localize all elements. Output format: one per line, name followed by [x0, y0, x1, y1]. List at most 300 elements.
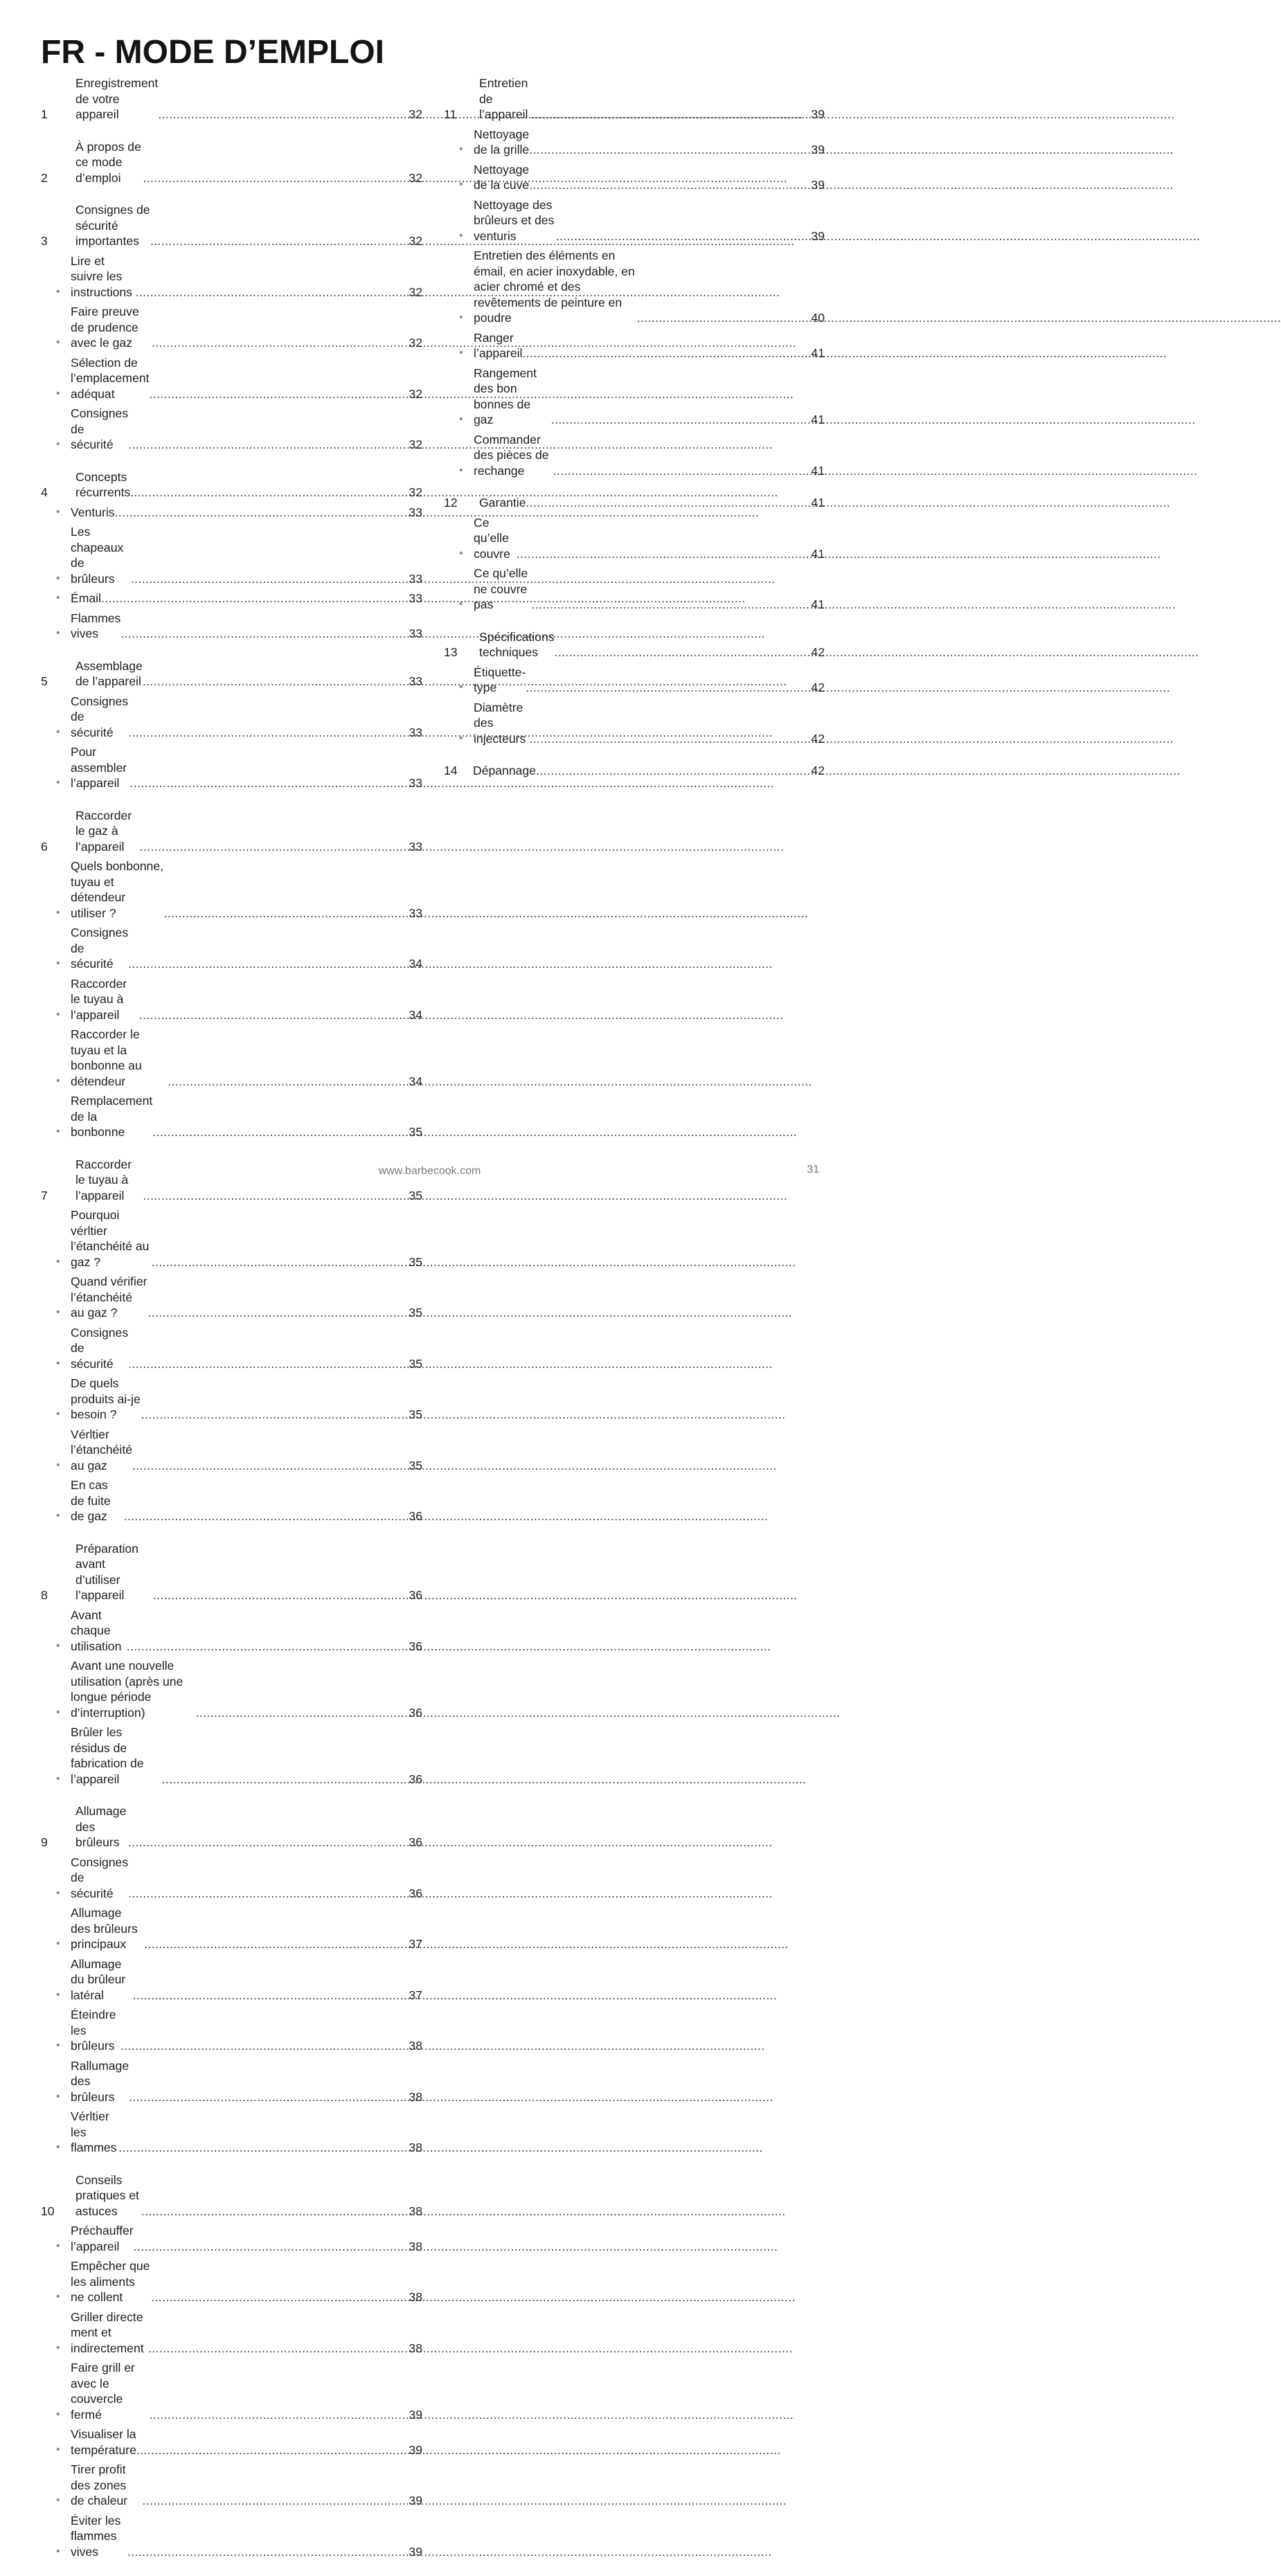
toc-subentry[interactable] [41, 694, 422, 741]
bullet-icon: • [56, 2291, 60, 2303]
page-number: 33 [409, 505, 422, 519]
page-number: 41 [811, 546, 825, 561]
page-number: 38 [409, 2141, 422, 2154]
toc-subentry[interactable] [41, 304, 422, 351]
bullet-icon: • [56, 2090, 60, 2102]
toc-label-group [75, 658, 407, 690]
toc-label: Visualiser la température [71, 2427, 136, 2457]
dot-leader [143, 170, 407, 186]
bullet-icon: • [56, 1988, 60, 2001]
toc-label-group [71, 925, 407, 972]
page-number: 32 [409, 285, 422, 299]
dot-leader [141, 1407, 407, 1423]
dot-leader [120, 626, 407, 642]
bullet-icon: • [56, 505, 60, 518]
bullet-icon: • [459, 347, 463, 359]
toc-label: De quels produits ai-je besoin ? [71, 1376, 141, 1421]
toc-label-group [71, 1376, 407, 1423]
dot-leader [147, 1305, 407, 1321]
toc-subentry[interactable] [41, 1724, 422, 1787]
toc-subentry[interactable] [41, 2360, 422, 2422]
dot-leader [132, 1458, 407, 1474]
toc-label-group [474, 665, 809, 696]
toc-label: Avant une nouvelle utilisation (après une longue période d’interruption) [71, 1659, 183, 1720]
toc-label: Allumage des brûleurs [75, 1804, 127, 1849]
section-number: 7 [41, 1188, 48, 1203]
page-number: 41 [811, 597, 825, 611]
section-number: 8 [41, 1588, 48, 1602]
dot-leader [158, 107, 407, 123]
page-number: 41 [811, 346, 825, 360]
dot-leader [556, 228, 809, 244]
toc-label: Spécifications techniques [479, 629, 555, 659]
section-number: 12 [444, 496, 458, 510]
toc-label-group [71, 2513, 407, 2560]
bullet-icon: • [56, 1008, 60, 1020]
toc-label-group [71, 2058, 407, 2105]
page-title: FR - MODE D’EMPLOI [41, 34, 384, 71]
toc-subentry[interactable] [41, 2426, 422, 2458]
dot-leader [143, 674, 407, 690]
toc-section [41, 2172, 422, 2560]
bullet-icon: • [56, 1126, 60, 1137]
toc-subentry[interactable] [444, 366, 825, 428]
bullet-icon: • [459, 179, 463, 190]
toc-label-group [71, 1607, 407, 1655]
dot-leader [129, 2089, 407, 2105]
toc-subentry[interactable] [41, 1207, 422, 1270]
page-number: 38 [409, 2290, 422, 2304]
dot-leader [134, 2239, 407, 2255]
toc-subentry[interactable] [41, 1027, 422, 1089]
toc-section-entry[interactable] [41, 1803, 422, 1850]
dot-leader [127, 2544, 407, 2560]
toc-label-group [71, 694, 407, 741]
footer-url: www.barbecook.com [378, 1165, 481, 1177]
bullet-icon: • [56, 2341, 60, 2354]
bullet-icon: • [459, 547, 463, 559]
page-number: 38 [409, 2039, 422, 2053]
toc-subentry[interactable] [41, 1274, 422, 1321]
page-number: 42 [811, 681, 825, 694]
dot-leader [553, 463, 809, 479]
toc-label-group [71, 2223, 407, 2254]
toc-section-entry[interactable] [41, 1157, 422, 1204]
toc-subentry[interactable] [444, 432, 825, 479]
toc-subentry[interactable] [41, 2462, 422, 2509]
toc-subentry[interactable] [41, 1905, 422, 1952]
page-number: 32 [409, 485, 422, 499]
page-number: 39 [811, 228, 825, 243]
bullet-icon: • [56, 592, 60, 604]
section-number: 2 [41, 170, 48, 185]
bullet-icon: • [56, 2039, 60, 2051]
bullet-icon: • [56, 957, 60, 969]
toc-subentry[interactable] [41, 253, 422, 300]
toc-label-group [71, 611, 407, 642]
toc-label-group [474, 248, 809, 326]
section-number: 11 [444, 107, 457, 121]
page-number: 42 [811, 645, 825, 659]
toc-label: Consignes de sécurité importantes [75, 203, 150, 248]
toc-section-entry[interactable] [444, 75, 825, 123]
toc-label: Raccorder le tuyau à l’appareil [75, 1157, 132, 1203]
bullet-icon: • [56, 2240, 60, 2252]
toc-label-group [71, 2007, 407, 2054]
toc-label: Diamètre des injecteurs [474, 700, 526, 746]
toc-label: Ce qu’elle couvre [474, 515, 510, 561]
toc-section [444, 629, 825, 747]
dot-leader [522, 345, 809, 361]
toc-subentry[interactable] [444, 248, 825, 326]
toc-label: Garantie [479, 496, 526, 510]
bullet-icon: • [56, 1706, 60, 1718]
toc-section [41, 1541, 422, 1787]
toc-label-group [71, 1477, 407, 1524]
toc-section-entry[interactable] [444, 763, 825, 779]
toc-label-group [71, 304, 407, 351]
toc-label: Étiquette-type [474, 665, 526, 694]
page-number: 39 [409, 2494, 422, 2507]
toc-section-entry[interactable] [41, 808, 422, 855]
toc-label-group [71, 1274, 407, 1321]
toc-label: Raccorder le tuyau et la bonbonne au détendeur [71, 1027, 142, 1088]
page-number: 33 [409, 591, 422, 605]
toc-subentry[interactable] [41, 611, 422, 642]
bullet-icon: • [56, 1938, 60, 1949]
footer-page-number: 31 [807, 1164, 819, 1176]
toc-label: Quels bonbonne, tuyau et détendeur utiliser ? [71, 859, 164, 920]
dot-leader [152, 335, 407, 351]
page-number: 38 [409, 2089, 422, 2104]
toc-subentry[interactable] [41, 1956, 422, 2003]
dot-leader [136, 2442, 407, 2458]
toc-left-column [41, 75, 422, 2576]
toc-section-entry[interactable] [444, 629, 825, 660]
toc-label-group [71, 2360, 407, 2422]
dot-leader [133, 1988, 407, 2003]
page-number: 41 [811, 413, 825, 426]
toc-label-group [71, 1658, 407, 1720]
page-number: 36 [409, 1772, 422, 1786]
toc-label-group [71, 2426, 407, 2458]
toc-section-entry[interactable] [41, 202, 422, 249]
toc-label: Pourquoi vérltier l’étanchéité au gaz ? [71, 1208, 150, 1269]
toc-section-entry[interactable] [41, 1541, 422, 1603]
toc-label-group [71, 2109, 407, 2156]
toc-subentry[interactable] [444, 127, 825, 158]
dot-leader [163, 906, 407, 921]
dot-leader [153, 1587, 407, 1603]
page-number: 36 [409, 1588, 422, 1602]
dot-leader [120, 2038, 407, 2054]
bullet-icon: • [56, 1306, 60, 1318]
toc-label: Concepts récurrents. [75, 469, 134, 499]
page-number: 32 [409, 107, 422, 121]
toc-label: Émail [71, 591, 101, 605]
toc-subentry[interactable] [41, 1325, 422, 1372]
dot-leader [144, 1936, 407, 1952]
bullet-icon: • [56, 2141, 60, 2153]
toc-label: Sélection de l’emplacement adéquat [71, 355, 150, 401]
toc-label-group [473, 763, 809, 779]
bullet-icon: • [56, 1459, 60, 1471]
toc-label-group [479, 495, 809, 511]
page-number: 35 [409, 1306, 422, 1319]
page-number: 36 [409, 1705, 422, 1720]
page-number: 39 [409, 2407, 422, 2422]
dot-leader [152, 1254, 407, 1270]
page-number: 36 [409, 1509, 422, 1523]
dot-leader [128, 1886, 407, 1902]
toc-label-group [474, 127, 809, 158]
page-number: 35 [409, 1407, 422, 1421]
bullet-icon: • [56, 1357, 60, 1369]
page-number: 39 [409, 2442, 422, 2457]
toc-subentry[interactable] [41, 505, 422, 521]
toc-label-group [71, 253, 407, 300]
toc-label: Empêcher que les aliments ne collent [71, 2259, 150, 2304]
toc-section-entry[interactable] [41, 469, 422, 501]
page-number: 33 [409, 776, 422, 790]
toc-section [41, 139, 422, 186]
toc-label: Avant chaque utilisation [71, 1607, 122, 1653]
dot-leader [529, 731, 809, 747]
toc-label: Allumage des brûleurs principaux [71, 1906, 138, 1951]
section-number: 6 [41, 839, 48, 854]
dot-leader [526, 495, 809, 511]
page-number: 34 [409, 1074, 422, 1088]
section-number: 4 [41, 485, 48, 499]
bullet-icon: • [459, 464, 463, 476]
toc-label: Pour assembler l’appareil [71, 745, 127, 790]
toc-subentry[interactable] [41, 2258, 422, 2305]
toc-label: Vérltier les flammes [71, 2109, 117, 2154]
toc-section-entry[interactable] [41, 2172, 422, 2219]
toc-section-entry[interactable] [41, 658, 422, 690]
dot-leader [140, 839, 407, 855]
page-number: 33 [409, 906, 422, 920]
dot-leader [150, 233, 407, 249]
bullet-icon: • [56, 1074, 60, 1087]
page-number: 38 [409, 2239, 422, 2253]
dot-leader [128, 1356, 407, 1372]
dot-leader [148, 2341, 407, 2357]
toc-label-group [71, 1093, 407, 1140]
toc-subentry[interactable] [41, 2309, 422, 2357]
dot-leader [115, 505, 407, 521]
toc-label-group [71, 2309, 407, 2357]
page-number: 35 [409, 1188, 422, 1203]
toc-subentry[interactable] [41, 2058, 422, 2105]
toc-subentry[interactable] [41, 1477, 422, 1524]
section-number: 3 [41, 234, 48, 248]
section-number: 9 [41, 1835, 48, 1849]
toc-label-group [71, 1855, 407, 1902]
toc-right-column [444, 75, 825, 795]
toc-label-group [474, 566, 809, 613]
bullet-icon: • [459, 681, 463, 693]
toc-label: En cas de fuite de gaz [71, 1478, 111, 1523]
toc-label: Dépannage [473, 764, 536, 777]
toc-label: Préparation avant d’utiliser l’appareil [75, 1541, 138, 1602]
page-number: 39 [811, 143, 825, 156]
toc-subentry[interactable] [41, 1607, 422, 1655]
dot-leader [136, 285, 407, 300]
toc-label: Commander des pièces de rechange [474, 432, 549, 478]
page-number: 32 [409, 386, 422, 401]
bullet-icon: • [459, 598, 463, 610]
toc-section [41, 658, 422, 791]
toc-subentry[interactable] [41, 355, 422, 402]
page-number: 33 [409, 839, 422, 854]
bullet-icon: • [56, 572, 60, 584]
dot-leader [526, 680, 809, 696]
toc-label-group [71, 1427, 407, 1474]
page-number: 36 [409, 1835, 422, 1849]
bullet-icon: • [56, 438, 60, 450]
page-number: 33 [409, 674, 422, 688]
toc-section-entry[interactable] [41, 139, 422, 186]
toc-label-group [474, 330, 809, 361]
page-number: 35 [409, 1125, 422, 1139]
toc-section [444, 75, 825, 478]
toc-label-group [71, 1325, 407, 1372]
toc-label-group [75, 1803, 407, 1850]
toc-section [41, 202, 422, 453]
section-number: 5 [41, 674, 48, 688]
toc-label-group [474, 366, 809, 428]
toc-label: Vérltier l’étanchéité au gaz [71, 1427, 133, 1472]
dot-leader [128, 437, 407, 453]
bullet-icon: • [459, 732, 463, 744]
dot-leader [131, 571, 407, 587]
toc-subentry[interactable] [41, 1855, 422, 1902]
dot-leader [529, 142, 809, 158]
page-number: 33 [409, 725, 422, 739]
toc-subentry[interactable] [41, 1658, 422, 1720]
dot-leader [128, 956, 407, 972]
toc-subentry[interactable] [444, 700, 825, 747]
toc-label: Consignes de sécurité [71, 1855, 129, 1900]
page-number: 32 [409, 234, 422, 248]
section-number: 1 [41, 107, 48, 121]
bullet-icon: • [56, 2545, 60, 2557]
toc-label-group [479, 629, 809, 660]
toc-label: Faire preuve de prudence avec le gaz [71, 305, 139, 350]
dot-leader [118, 2140, 407, 2156]
toc-label: Nettoyage des brûleurs et des venturis [474, 197, 555, 243]
toc-section [41, 75, 422, 123]
page-number: 33 [409, 571, 422, 586]
toc-label: Ce qu’elle ne couvre pas [474, 566, 528, 611]
toc-label: Consignes de sécurité [71, 406, 129, 451]
toc-label-group [71, 406, 407, 453]
toc-label: Éteindre les brûleurs [71, 2008, 116, 2053]
toc-subentry[interactable] [41, 2109, 422, 2156]
toc-label: Quand vérifier l’étanchéité au gaz ? [71, 1275, 147, 1319]
toc-label: Faire grill er avec le couvercle fermé [71, 2361, 135, 2422]
dot-leader [151, 2289, 407, 2305]
toc-label: Ranger l’appareil [474, 330, 523, 360]
bullet-icon: • [459, 229, 463, 242]
toc-label: Lire et suivre les instructions [71, 253, 132, 299]
dot-leader [152, 1124, 407, 1140]
toc-label-group [474, 700, 809, 747]
toc-subentry[interactable] [444, 566, 825, 613]
toc-label-group [479, 75, 809, 123]
toc-subentry[interactable] [41, 2513, 422, 2560]
toc-label-group [71, 1207, 407, 1270]
toc-label-group [71, 976, 407, 1023]
toc-label-group [474, 162, 809, 193]
toc-subentry[interactable] [41, 524, 422, 586]
dot-leader [128, 725, 407, 741]
toc-subentry[interactable] [444, 197, 825, 244]
toc-subentry[interactable] [41, 2007, 422, 2054]
page-number: 32 [409, 438, 422, 451]
dot-leader [142, 2493, 407, 2509]
toc-label-group [71, 524, 407, 586]
toc-section [41, 1803, 422, 2156]
toc-label: Consignes de sécurité [71, 926, 129, 971]
toc-section [444, 763, 825, 779]
toc-section-entry[interactable] [41, 75, 422, 123]
dot-leader [536, 763, 809, 779]
toc-subentry[interactable] [41, 744, 422, 791]
bullet-icon: • [56, 336, 60, 348]
toc-subentry[interactable] [444, 330, 825, 361]
toc-label-group [75, 2172, 407, 2219]
toc-subentry[interactable] [41, 1093, 422, 1140]
dot-leader [124, 1508, 407, 1524]
dot-leader [551, 412, 809, 428]
toc-section [444, 495, 825, 613]
dot-leader [196, 1705, 407, 1721]
toc-subentry[interactable] [444, 515, 825, 562]
toc-label: Entretien de l’appareil [479, 76, 528, 121]
toc-subentry[interactable] [444, 665, 825, 696]
toc-section-entry[interactable] [444, 495, 825, 511]
page-number: 35 [409, 1458, 422, 1472]
toc-subentry[interactable] [41, 406, 422, 453]
page-number: 34 [409, 1007, 422, 1022]
toc-subentry[interactable] [41, 976, 422, 1023]
dot-leader [134, 485, 407, 501]
toc-label: Allumage du brûleur latéral [71, 1956, 126, 2002]
toc-label-group [71, 1027, 407, 1089]
toc-subentry[interactable] [41, 1376, 422, 1423]
toc-subentry[interactable] [41, 591, 422, 606]
toc-subentry[interactable] [444, 162, 825, 193]
toc-subentry[interactable] [41, 2223, 422, 2254]
toc-subentry[interactable] [41, 858, 422, 921]
toc-label: Enregistrement de votre appareil [75, 76, 159, 121]
page-number: 42 [811, 731, 825, 746]
toc-label: Conseils pratiques et astuces [75, 2172, 139, 2218]
page-number: 32 [409, 336, 422, 350]
toc-label-group [75, 202, 407, 249]
toc-label-group [75, 139, 407, 186]
bullet-icon: • [56, 1772, 60, 1785]
toc-label: Brûler les résidus de fabrication de l’appareil [71, 1725, 144, 1786]
toc-label-group [75, 808, 407, 855]
toc-subentry[interactable] [41, 925, 422, 972]
toc-subentry[interactable] [41, 1427, 422, 1474]
toc-label: Entretien des éléments en émail, en acier inoxydable, en acier chromé et des revêtements de peinture en poudre [474, 249, 635, 325]
page-number: 35 [409, 1254, 422, 1269]
dot-leader [530, 107, 809, 123]
